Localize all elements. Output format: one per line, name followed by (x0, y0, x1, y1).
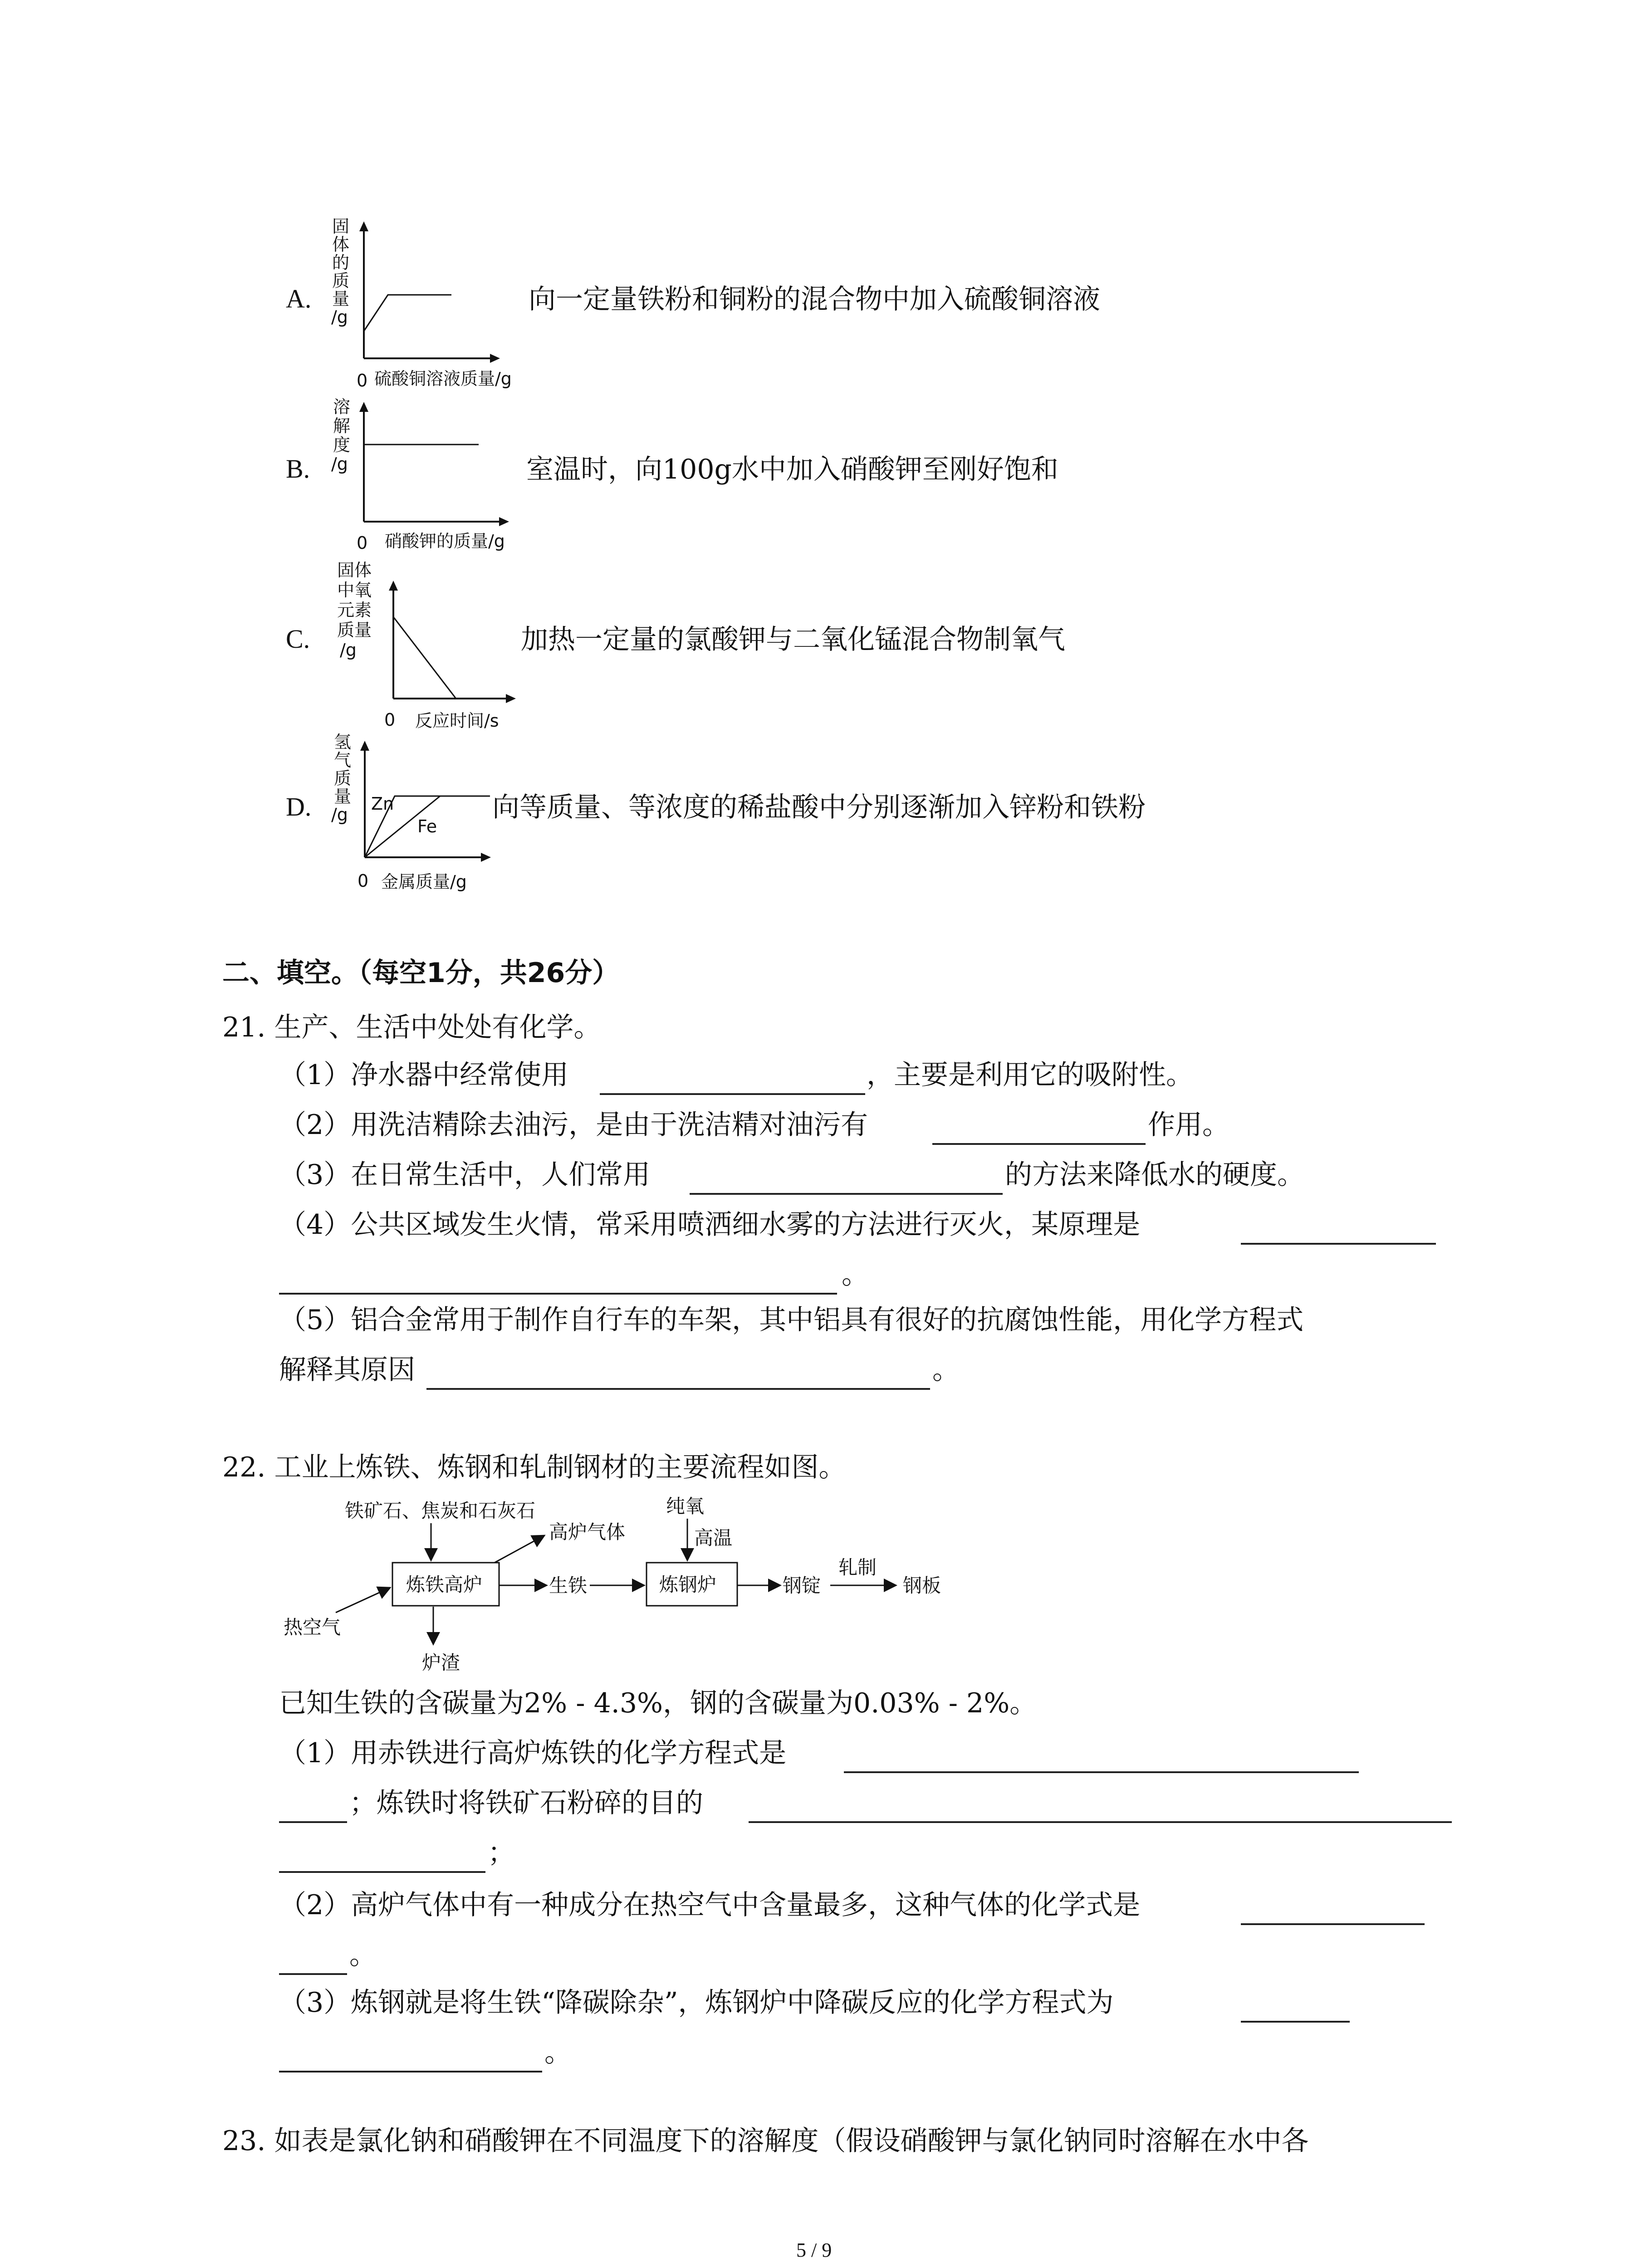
q21-p5-end: 。 (932, 1354, 960, 1386)
ingot-label: 钢锭 (783, 1574, 821, 1597)
x-axis-label: 金属质量/g (381, 872, 467, 892)
graph-c-curve (393, 617, 456, 699)
hot-air-label: 热空气 (284, 1616, 341, 1638)
q21-p3-text-end: 的方法来降低水的硬度。 (1005, 1159, 1304, 1191)
option-label: B. (286, 454, 310, 484)
high-temp-label: 高温 (694, 1527, 733, 1549)
answer-blank[interactable] (932, 1143, 1146, 1145)
q22-stem: 22. 工业上炼铁、炼钢和轧制钢材的主要流程如图。 (222, 1452, 846, 1483)
graph-a-curve (364, 295, 451, 331)
q21-p1-text-end: ，主要是利用它的吸附性。 (867, 1059, 1193, 1091)
origin-label: 0 (384, 710, 396, 730)
x-axis-label: 硫酸铜溶液质量/g (374, 369, 512, 389)
answer-blank[interactable] (279, 1871, 485, 1873)
q22-p2-text: （2）高炉气体中有一种成分在热空气中含量最多，这种气体的化学式是 (279, 1889, 1141, 1921)
graph-c-svg (333, 562, 542, 735)
y-axis-label: 溶解度/g (331, 397, 351, 474)
section-heading: 二、填空。（每空1分，共26分） (222, 957, 620, 989)
q23-stem: 23. 如表是氯化钠和硝酸钾在不同温度下的溶解度（假设硝酸钾与氯化钠同时溶解在水中各 (222, 2125, 1309, 2157)
series-fe-label: Fe (417, 816, 437, 836)
y-axis-label: 固体中氧元素质量/g (337, 560, 372, 660)
answer-blank[interactable] (426, 1388, 930, 1390)
y-axis-label: 固体的质量/g (331, 216, 350, 327)
steel-furnace-box (647, 1563, 737, 1606)
q21-p1-text: （1）净水器中经常使用 (279, 1059, 569, 1091)
q22-p3-text: （3）炼钢就是将生铁“降碳除杂”，炼钢炉中降碳反应的化学方程式为 (279, 1987, 1114, 2019)
x-axis-label: 反应时间/s (415, 711, 499, 731)
answer-blank[interactable] (600, 1093, 865, 1095)
origin-label: 0 (358, 871, 369, 891)
answer-blank[interactable] (279, 1973, 347, 1975)
pig-iron-label: 生铁 (549, 1574, 588, 1597)
q22-p3-end: 。 (544, 2037, 572, 2068)
x-axis-label: 硝酸钾的质量/g (385, 531, 505, 551)
answer-blank[interactable] (1241, 1243, 1436, 1245)
blast-furnace-box (392, 1563, 499, 1606)
answer-blank[interactable] (749, 1821, 1452, 1823)
flow-input-label: 铁矿石、焦炭和石灰石 (345, 1500, 536, 1522)
q22-known: 已知生铁的含碳量为2% - 4.3%，钢的含碳量为0.03% - 2%。 (279, 1687, 1037, 1719)
steel-furnace-label: 炼钢炉 (659, 1574, 717, 1596)
q21-p4-end: 。 (842, 1259, 869, 1290)
answer-blank[interactable] (690, 1193, 1003, 1195)
option-label: C. (286, 624, 310, 654)
answer-blank[interactable] (279, 1293, 837, 1295)
answer-blank[interactable] (1241, 1923, 1425, 1925)
blast-furnace-label: 炼铁高炉 (406, 1574, 483, 1596)
q21-stem: 21. 生产、生活中处处有化学。 (222, 1012, 601, 1043)
q21-p2-text: （2）用洗洁精除去油污，是由于洗洁精对油污有 (279, 1109, 868, 1141)
answer-blank[interactable] (279, 2071, 542, 2072)
q21-p5-text-2: 解释其原因 (279, 1354, 415, 1386)
option-label: A. (286, 284, 312, 313)
plate-label: 钢板 (903, 1574, 941, 1597)
q21-p4-text: （4）公共区域发生火情，常采用喷洒细水雾的方法进行灭火，某原理是 (279, 1209, 1141, 1241)
option-label: D. (286, 792, 312, 821)
q22-p1-text: （1）用赤铁进行高炉炼铁的化学方程式是 (279, 1737, 787, 1769)
option-description: 向一定量铁粉和铜粉的混合物中加入硫酸铜溶液 (529, 284, 1100, 315)
series-zn-label: Zn (371, 794, 394, 814)
graph-a-svg (327, 218, 535, 399)
option-description: 加热一定量的氯酸钾与二氧化锰混合物制氧气 (521, 624, 1065, 655)
answer-blank[interactable] (1241, 2021, 1350, 2023)
y-axis-label: 氢气质量/g (331, 732, 352, 825)
oxygen-label: 纯氧 (666, 1495, 705, 1517)
graph-b-svg (327, 399, 535, 562)
slag-label: 炉渣 (422, 1652, 460, 1674)
page-number: 5 / 9 (796, 2239, 832, 2261)
rolling-label: 轧制 (838, 1556, 877, 1579)
q22-p1-end: ； (488, 1837, 515, 1869)
option-description: 向等质量、等浓度的稀盐酸中分别逐渐加入锌粉和铁粉 (492, 792, 1146, 823)
q22-p1-text-2: ；炼铁时将铁矿石粉碎的目的 (349, 1787, 703, 1819)
origin-label: 0 (357, 533, 368, 553)
answer-blank[interactable] (279, 1821, 347, 1823)
origin-label: 0 (357, 371, 368, 391)
answer-blank[interactable] (844, 1771, 1359, 1773)
q21-p5-text: （5）铝合金常用于制作自行车的车架，其中铝具有很好的抗腐蚀性能，用化学方程式 (279, 1304, 1304, 1336)
gas-output-label: 高炉气体 (549, 1521, 626, 1543)
q21-p3-text: （3）在日常生活中，人们常用 (279, 1159, 651, 1191)
q22-p2-end: 。 (349, 1939, 377, 1971)
q21-p2-text-end: 作用。 (1148, 1109, 1230, 1141)
option-description: 室温时，向100g水中加入硝酸钾至刚好饱和 (526, 454, 1058, 485)
